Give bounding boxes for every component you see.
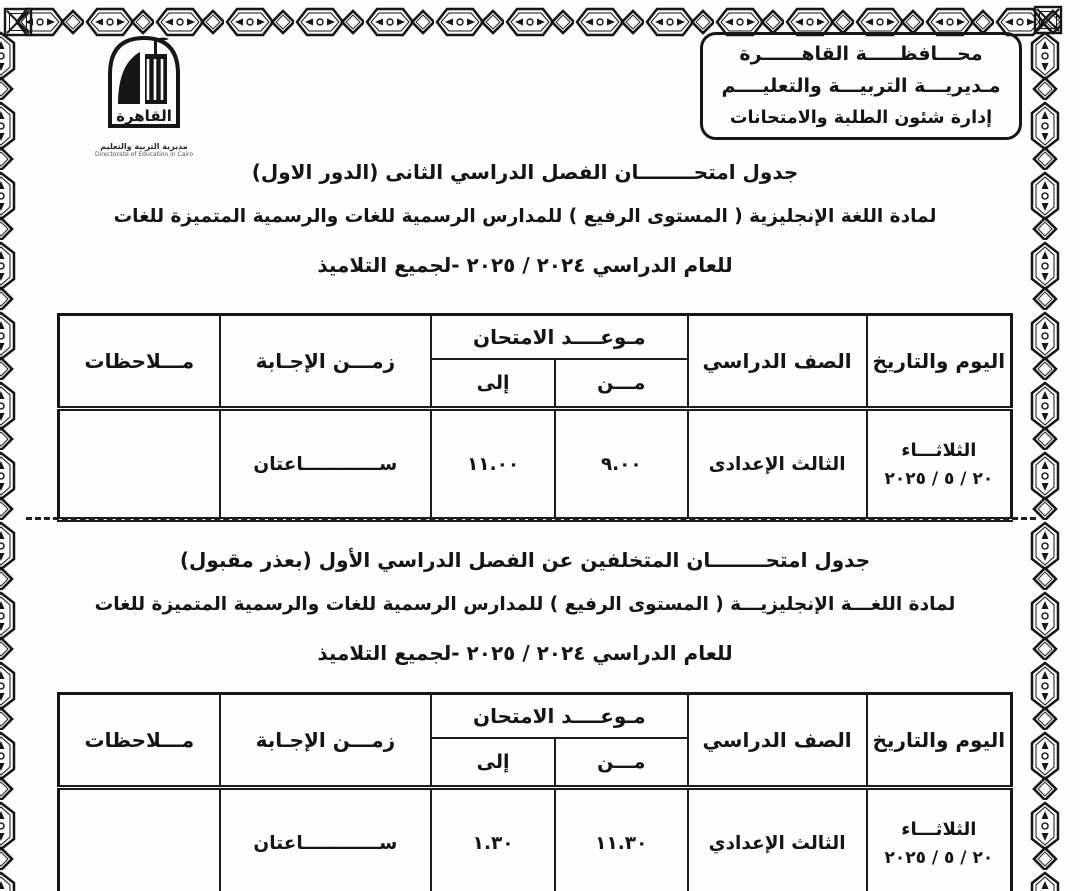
section1-subject-line: لمادة اللغة الإنجليزية ( المستوى الرفيع ) للمدارس الرسمية للغات والرسمية المتميزة للغات	[113, 206, 937, 227]
corner-rosette-icon	[1033, 5, 1063, 35]
table-row	[59, 409, 1012, 520]
section1-title: جدول امتحــــــــان الفصل الدراسي الثانى (الدور الاول)	[251, 160, 799, 184]
org-line-directorate: مـديريـــة التربيـــة والتعليــــم	[721, 75, 1001, 97]
section2-year-line: للعام الدراسي ٢٠٢٤ / ٢٠٢٥ -لجميع التلاميذ	[317, 641, 733, 665]
logo-caption: مديرية التربية والتعليم	[100, 142, 188, 151]
col-header-day-date: اليوم والتاريخ	[867, 315, 1012, 409]
col-header-notes: مـــلاحظات	[59, 694, 220, 788]
letterhead-org-box	[700, 32, 1022, 140]
cell-day-date	[867, 788, 1012, 891]
cairo-governorate-emblem-icon	[85, 26, 203, 138]
section1-year-line: للعام الدراسي ٢٠٢٤ / ٢٠٢٥ -لجميع التلاميذ	[317, 253, 733, 277]
org-line-administration: إدارة شئون الطلبة والامتحانات	[729, 108, 993, 128]
table-row	[59, 788, 1012, 891]
col-header-from: مـــن	[555, 359, 687, 409]
section2-titles	[30, 538, 1020, 678]
col-header-exam-time: مـوعــــد الامتحان	[431, 694, 687, 739]
day-value: الثلاثـــاء	[901, 439, 977, 461]
col-header-duration: زمـــن الإجـابة	[220, 315, 432, 409]
date-value: ٢٠ / ٥ / ٢٠٢٥	[884, 468, 994, 489]
col-header-notes: مـــلاحظات	[59, 315, 220, 409]
cell-notes	[59, 788, 220, 891]
col-header-from: مـــن	[555, 738, 687, 788]
section-separator	[26, 517, 1036, 520]
col-header-to: إلى	[431, 738, 555, 788]
svg-text:القاهرة: القاهرة	[116, 107, 172, 125]
col-header-grade: الصف الدراسي	[688, 694, 867, 788]
cell-notes	[59, 409, 220, 520]
cell-grade: الثالث الإعدادي	[688, 788, 867, 891]
organization-logo	[76, 26, 212, 168]
cell-duration: ســــــــــــاعتان	[220, 409, 432, 520]
exam-schedule-table-1	[57, 313, 1013, 522]
col-header-exam-time: مـوعــــد الامتحان	[431, 315, 687, 360]
chain-border-left-icon	[0, 30, 18, 891]
corner-rosette-icon	[3, 7, 33, 37]
cell-grade: الثالث الإعدادى	[688, 409, 867, 520]
cell-to-time: ١.٣٠	[431, 788, 555, 891]
col-header-to: إلى	[431, 359, 555, 409]
cell-day-date	[867, 409, 1012, 520]
chain-border-right-icon	[1028, 30, 1062, 891]
col-header-day-date: اليوم والتاريخ	[867, 694, 1012, 788]
section2-subject-line: لمادة اللغـــة الإنجليزيـــة ( المستوى الرفيع ) للمدارس الرسمية للغات والرسمية المتميزة للغات	[94, 594, 956, 615]
logo-caption-english: Directorate of Education in Cairo	[94, 151, 194, 158]
section1-titles	[30, 150, 1020, 290]
col-header-grade: الصف الدراسي	[688, 315, 867, 409]
date-value: ٢٠ / ٥ / ٢٠٢٥	[884, 847, 994, 868]
section2-title: جدول امتحــــــــان المتخلفين عن الفصل الدراسي الأول (بعذر مقبول)	[179, 548, 871, 572]
day-value: الثلاثـــاء	[901, 818, 977, 840]
col-header-duration: زمـــن الإجـابة	[220, 694, 432, 788]
cell-duration: ســــــــــــاعتان	[220, 788, 432, 891]
exam-schedule-table-2	[57, 692, 1013, 891]
cell-from-time: ١١.٣٠	[555, 788, 687, 891]
cell-to-time: ١١.٠٠	[431, 409, 555, 520]
org-line-governorate: محـــافظـــــة القاهــــــرة	[739, 43, 983, 65]
cell-from-time: ٩.٠٠	[555, 409, 687, 520]
